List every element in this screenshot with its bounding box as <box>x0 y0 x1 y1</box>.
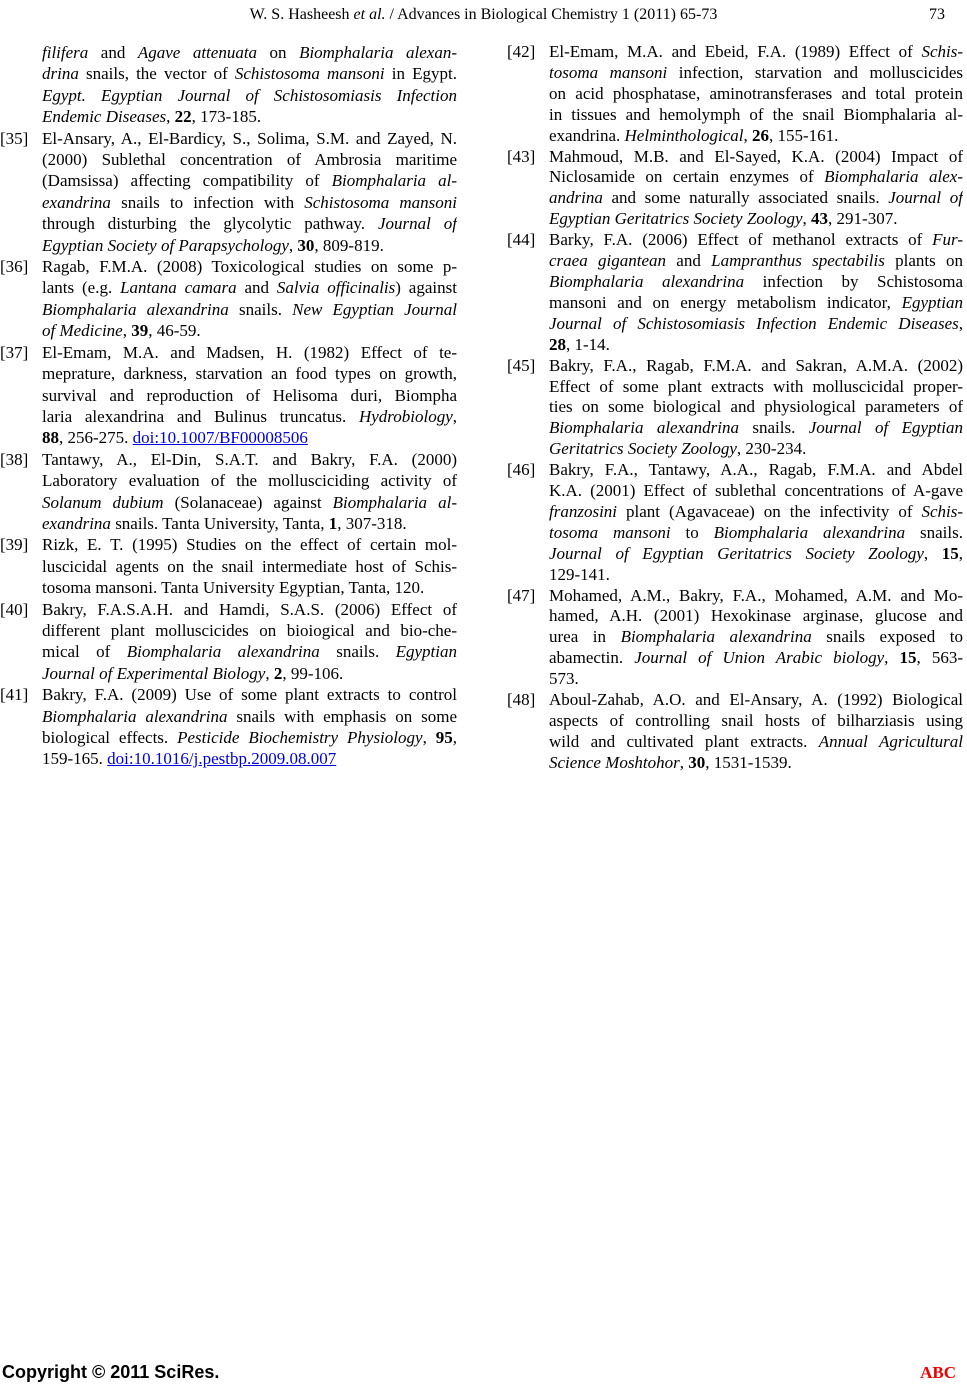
reference-line: Journal of Schistosomiasis Infection Endemic Diseases, <box>549 313 963 333</box>
reference-label: [47] <box>507 585 536 605</box>
reference-line: 573. <box>549 669 579 689</box>
reference-line: laria alexandrina and Bulinus truncatus. Hydrobiology, <box>42 406 457 426</box>
reference-label: [45] <box>507 355 536 375</box>
reference-line: Rizk, E. T. (1995) Studies on the effect of certain mol- <box>42 535 457 555</box>
reference-line: urea in Biomphalaria alexandrina snails exposed to <box>549 627 963 647</box>
reference-line: on acid phosphatase, aminotransferases and total protein <box>549 83 963 103</box>
reference-line: abamectin. Journal of Union Arabic biology, 15, 563- <box>549 648 963 668</box>
reference-line: andrina and some naturally associated snails. Journal of <box>549 188 963 208</box>
reference-line: Biomphalaria alexandrina infection by Schistosoma <box>549 271 963 291</box>
reference-line: Ragab, F.M.A. (2008) Toxicological studies on some p- <box>42 257 457 277</box>
reference-line: Mohamed, A.M., Bakry, F.A., Mohamed, A.M. and Mo- <box>549 585 963 605</box>
reference-item <box>507 147 963 231</box>
reference-line: Egyptian Geritatrics Society Zoology, 43, 291-307. <box>549 209 898 229</box>
reference-line: in tissues and hemolymph of the snail Biomphalaria al- <box>549 104 963 124</box>
reference-line: ties on some biological and physiological parameters of <box>549 397 963 417</box>
reference-label: [38] <box>0 449 29 469</box>
reference-line: lants (e.g. Lantana camara and Salvia officinalis) against <box>42 278 457 298</box>
reference-item <box>0 128 457 256</box>
reference-line: El-Ansary, A., El-Bardicy, S., Solima, S.M. and Zayed, N. <box>42 128 457 148</box>
reference-item <box>0 599 457 685</box>
reference-line: K.A. (2001) Effect of sublethal concentrations of A-gave <box>549 481 963 501</box>
reference-line: luscicidal agents on the snail intermediate host of Schis- <box>42 556 457 576</box>
reference-line: Aboul-Zahab, A.O. and El-Ansary, A. (1992) Biological <box>549 690 963 710</box>
reference-line: Laboratory evaluation of the mollusciciding activity of <box>42 471 457 491</box>
reference-line: mical of Biomphalaria alexandrina snails. Egyptian <box>42 642 457 662</box>
reference-label: [42] <box>507 42 536 61</box>
reference-line: Niclosamide on certain enzymes of Biomphalaria alex- <box>549 167 963 187</box>
reference-item <box>0 342 457 449</box>
reference-label: [41] <box>0 685 29 705</box>
reference-line: Barky, F.A. (2006) Effect of methanol extracts of Fur- <box>549 230 963 250</box>
reference-line: aspects of controlling snail hosts of bilharziasis using <box>549 711 963 730</box>
reference-label: [36] <box>0 257 29 277</box>
doi-link[interactable]: doi:10.1007/BF00008506 <box>132 428 308 448</box>
reference-line: exandrina snails to infection with Schistosoma mansoni <box>42 192 457 212</box>
reference-line: Tantawy, A., El-Din, S.A.T. and Bakry, F.A. (2000) <box>42 449 457 469</box>
reference-line: 88, 256-275. doi:10.1007/BF00008506 <box>42 428 308 448</box>
reference-line: 28, 1-14. <box>549 334 610 354</box>
reference-line: Effect of some plant extracts with molluscicidal proper- <box>549 376 963 396</box>
reference-line: meprature, darkness, starvation an food types on growth, <box>42 364 457 384</box>
references-column-left <box>0 42 457 770</box>
reference-line: (2000) Sublethal concentration of Ambrosia maritime <box>42 150 457 170</box>
reference-line: Bakry, F.A. (2009) Use of some plant extracts to control <box>42 685 457 705</box>
reference-label: [35] <box>0 128 29 148</box>
reference-line: Biomphalaria alexandrina snails with emphasis on some <box>42 706 457 726</box>
reference-item <box>0 42 457 128</box>
reference-item <box>507 460 963 585</box>
running-head: W. S. Hasheesh et al. / Advances in Biological Chemistry 1 (2011) 65-73 <box>249 6 718 23</box>
reference-line: exandrina. Helminthological, 26, 155-161. <box>549 125 839 145</box>
reference-line: of Medicine, 39, 46-59. <box>42 321 201 341</box>
reference-line: through disturbing the glycolytic pathway. Journal of <box>42 214 457 234</box>
reference-line: Egypt. Egyptian Journal of Schistosomiasis Infection <box>42 85 457 105</box>
reference-line: biological effects. Pesticide Biochemistry Physiology, 95, <box>42 728 457 747</box>
reference-line: Bakry, F.A.S.A.H. and Hamdi, S.A.S. (2006) Effect of <box>42 599 457 619</box>
reference-line: wild and cultivated plant extracts. Annual Agricultural <box>549 731 963 751</box>
reference-label: [40] <box>0 599 29 619</box>
reference-line: Journal of Egyptian Geritatrics Society Zoology, 15, <box>549 543 963 563</box>
reference-line: Solanum dubium (Solanaceae) against Biomphalaria al- <box>42 492 457 512</box>
reference-line: tosoma mansoni infection, starvation and molluscicides <box>549 62 963 82</box>
reference-line: Biomphalaria alexandrina snails. New Egyptian Journal <box>42 299 457 319</box>
reference-label: [39] <box>0 535 29 555</box>
reference-line: Journal of Experimental Biology, 2, 99-106. <box>42 663 344 683</box>
reference-line: tosoma mansoni to Biomphalaria alexandrina snails. <box>549 522 963 542</box>
reference-item <box>0 684 457 770</box>
reference-item <box>0 534 457 598</box>
reference-line: Mahmoud, M.B. and El-Sayed, K.A. (2004) Impact of <box>549 146 963 166</box>
page-number: 73 <box>929 6 945 23</box>
reference-label: [43] <box>507 146 536 166</box>
reference-line: different plant molluscicides on bioiogical and bio-che- <box>42 620 457 640</box>
reference-item <box>507 586 963 691</box>
reference-line: El-Emam, M.A. and Ebeid, F.A. (1989) Effect of Schis- <box>549 42 963 61</box>
reference-item <box>0 449 457 535</box>
reference-line: Geritatrics Society Zoology, 230-234. <box>549 439 807 459</box>
reference-line: filifera and Agave attenuata on Biomphalaria alexan- <box>42 43 457 62</box>
doi-link[interactable]: doi:10.1016/j.pestbp.2009.08.007 <box>107 749 337 769</box>
journal-logo-abc: ABC <box>920 1363 956 1382</box>
reference-item <box>0 256 457 342</box>
reference-label: [44] <box>507 230 536 250</box>
references-column-right <box>507 42 963 774</box>
reference-line: El-Emam, M.A. and Madsen, H. (1982) Effect of te- <box>42 342 457 362</box>
reference-line: franzosini plant (Agavaceae) on the infectivity of Schis- <box>549 501 963 521</box>
reference-label: [37] <box>0 342 29 362</box>
reference-line: Endemic Diseases, 22, 173-185. <box>42 107 262 127</box>
reference-line: Bakry, F.A., Ragab, F.M.A. and Sakran, A.M.A. (2002) <box>549 355 963 375</box>
reference-line: Egyptian Society of Parapsychology, 30, 809-819. <box>42 235 384 255</box>
reference-line: Bakry, F.A., Tantawy, A.A., Ragab, F.M.A. and Abdel <box>549 460 963 480</box>
reference-line: Science Moshtohor, 30, 1531-1539. <box>549 752 792 772</box>
reference-label: [48] <box>507 690 536 710</box>
reference-line: Biomphalaria alexandrina snails. Journal of Egyptian <box>549 418 963 438</box>
reference-line: 159-165. doi:10.1016/j.pestbp.2009.08.007 <box>42 749 337 769</box>
copyright-notice: Copyright © 2011 SciRes. <box>2 1362 220 1382</box>
reference-line: survival and reproduction of Helisoma duri, Biompha <box>42 385 457 405</box>
reference-item <box>507 42 963 147</box>
reference-line: craea gigantean and Lampranthus spectabilis plants on <box>549 251 963 271</box>
reference-line: 129-141. <box>549 564 610 584</box>
reference-line: (Damsissa) affecting compatibility of Biomphalaria al- <box>42 171 457 191</box>
reference-item <box>507 230 963 355</box>
reference-item <box>507 356 963 461</box>
reference-item <box>507 690 963 774</box>
reference-line: hamed, A.H. (2001) Hexokinase arginase, glucose and <box>549 606 963 626</box>
reference-line: drina snails, the vector of Schistosoma mansoni in Egypt. <box>42 64 457 84</box>
reference-line: mansoni and on energy metabolism indicator, Egyptian <box>549 292 963 312</box>
reference-label: [46] <box>507 460 536 480</box>
reference-line: exandrina snails. Tanta University, Tanta, 1, 307-318. <box>42 513 407 533</box>
reference-line: tosoma mansoni. Tanta University Egyptian, Tanta, 120. <box>42 578 425 598</box>
